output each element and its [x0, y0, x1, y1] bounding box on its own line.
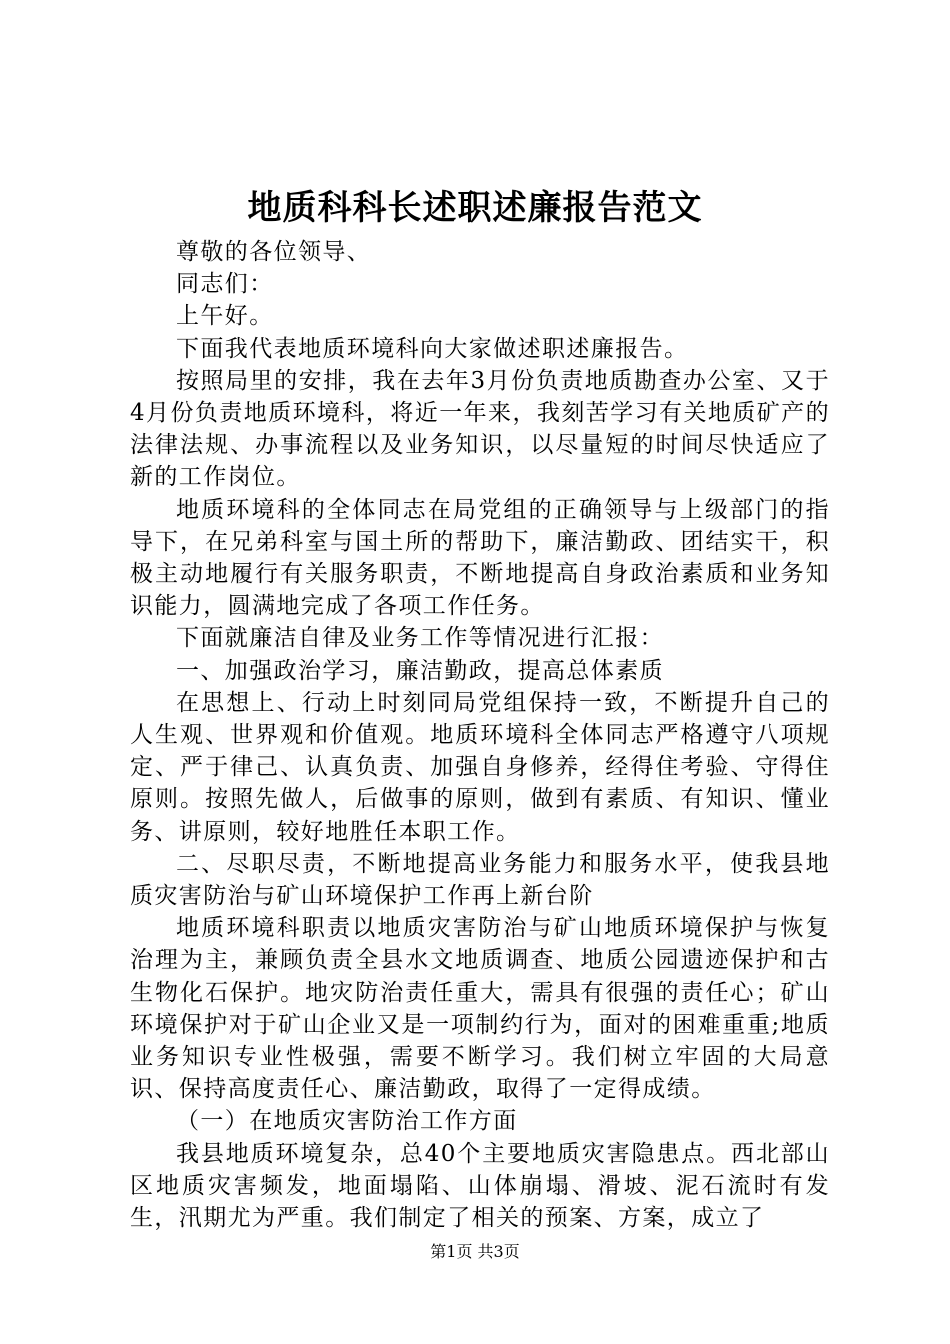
section-heading: 一、加强政治学习，廉洁勤政，提高总体素质	[176, 657, 664, 684]
document-body	[130, 236, 830, 1234]
page-number: 第1页 共3页	[430, 1242, 520, 1261]
paragraph: 同志们：	[176, 271, 274, 298]
paragraph: 地质环境科的全体同志在局党组的正确领导与上级部门的指导下，在兄弟科室与国土所的帮助下，廉洁勤政、团结实干，积极主动地履行有关服务职责，不断地提高自身政治素质和业务知识能力，圆满地完成了各项工作任务。	[130, 496, 830, 620]
paragraph: 下面我代表地质环境科向大家做述职述廉报告。	[176, 335, 689, 362]
paragraph: 上午好。	[176, 303, 274, 330]
paragraph: 我县地质环境复杂，总40个主要地质灾害隐患点。西北部山区地质灾害频发，地面塌陷、山体崩塌、滑坡、泥石流时有发生，汛期尤为严重。我们制定了相关的预案、方案，成立了	[130, 1140, 830, 1232]
subsection-heading: （一）在地质灾害防治工作方面	[176, 1108, 518, 1135]
paragraph: 下面就廉洁自律及业务工作等情况进行汇报：	[176, 625, 664, 652]
paragraph: 按照局里的安排，我在去年3月份负责地质勘查办公室、又于4月份负责地质环境科，将近一年来，我刻苦学习有关地质矿产的法律法规、办事流程以及业务知识，以尽量短的时间尽快适应了新的工作岗位。	[130, 367, 830, 491]
paragraph: 地质环境科职责以地质灾害防治与矿山地质环境保护与恢复治理为主，兼顾负责全县水文地质调查、地质公园遗迹保护和古生物化石保护。地灾防治责任重大，需具有很强的责任心；矿山环境保护对于矿山企业又是一项制约行为，面对的困难重重;地质业务知识专业性极强，需要不断学习。我们树立牢固的大局意识、保持高度责任心、廉洁勤政，取得了一定得成绩。	[130, 915, 830, 1103]
paragraph: 在思想上、行动上时刻同局党组保持一致，不断提升自己的人生观、世界观和价值观。地质环境科全体同志严格遵守八项规定、严于律己、认真负责、加强自身修养，经得住考验、守得住原则。按照先做人，后做事的原则，做到有素质、有知识、懂业务、讲原则，较好地胜任本职工作。	[130, 689, 830, 845]
section-heading: 二、尽职尽责，不断地提高业务能力和服务水平，使我县地质灾害防治与矿山环境保护工作再上新台阶	[130, 850, 830, 910]
paragraph: 尊敬的各位领导、	[176, 239, 372, 265]
document-title: 地质科科长述职述廉报告范文	[247, 188, 703, 228]
